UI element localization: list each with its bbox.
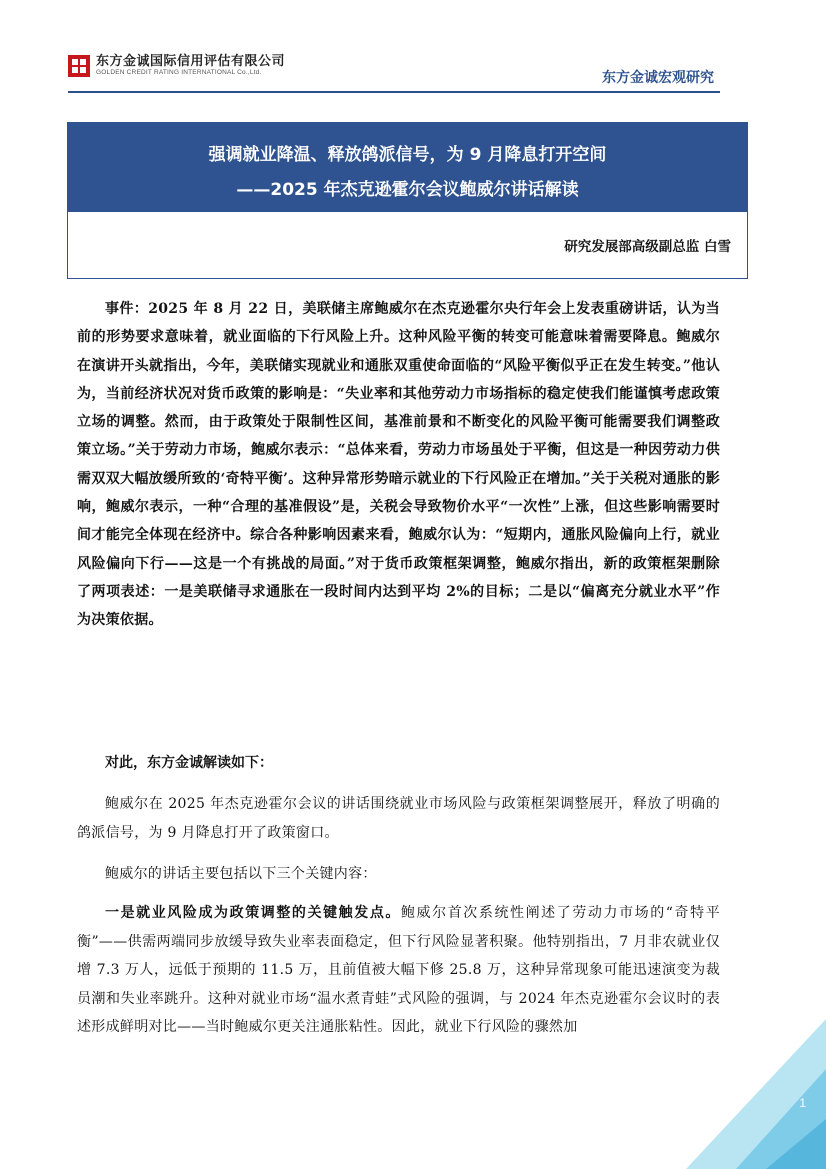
interpretation-heading: 对此，东方金诚解读如下：	[105, 755, 273, 771]
body-paragraph-2: 鲍威尔的讲话主要包括以下三个关键内容：	[105, 866, 377, 882]
report-subtitle: ——2025 年杰克逊霍尔会议鲍威尔讲话解读	[236, 180, 579, 200]
key-point-1-heading: 一是就业风险成为政策调整的关键触发点。	[105, 905, 401, 921]
author-line: 研究发展部高级副总监 白雪	[564, 239, 731, 255]
header-divider	[68, 91, 720, 93]
body-paragraph-3	[77, 899, 720, 1042]
key-point-1-text: 鲍威尔首次系统性阐述了劳动力市场的“奇特平衡”——供需两端同步放缓导致失业率表面稳定，但下行风险显著积聚。他特别指出，7 月非农就业仅增 7.3 万人，远低于预期的 11.5 万，且前值被大幅下修 25.8 万，这种异常现象可能迅速演变为裁员潮和失业率跳升。这种对就业市场“温水煮青蛙”式风险的强调，与 2024 年杰克逊霍尔会议时的表述形成鲜明对比——当时鲍威尔更关注通胀粘性。因此，就业下行风险的骤然加	[77, 905, 720, 1035]
company-logo	[68, 54, 285, 77]
body-paragraph-1: 鲍威尔在 2025 年杰克逊霍尔会议的讲话围绕就业市场风险与政策框架调整展开，释放了明确的鸽派信号，为 9 月降息打开了政策窗口。	[77, 796, 720, 841]
page-number: 1	[799, 1096, 806, 1110]
corner-decoration	[646, 1009, 826, 1169]
report-title: 强调就业降温、释放鸽派信号，为 9 月降息打开空间	[208, 145, 607, 165]
series-label: 东方金诚宏观研究	[602, 70, 714, 86]
company-name-cn: 东方金诚国际信用评估有限公司	[96, 54, 286, 69]
company-logo-icon	[68, 55, 90, 77]
page-header	[0, 0, 826, 100]
title-band	[68, 123, 747, 212]
title-box	[67, 122, 748, 279]
event-paragraph: 事件：2025 年 8 月 22 日，美联储主席鲍威尔在杰克逊霍尔央行年会上发表重磅讲话，认为当前的形势要求意味着，就业面临的下行风险上升。这种风险平衡的转变可能意味着需要降息。鲍威尔在演讲开头就指出，今年，美联储实现就业和通胀双重使命面临的“风险平衡似乎正在发生转变。”他认为，当前经济状况对货币政策的影响是：“失业率和其他劳动力市场指标的稳定使我们能谨慎考虑政策立场的调整。然而，由于政策处于限制性区间，基准前景和不断变化的风险平衡可能需要我们调整政策立场。”关于劳动力市场，鲍威尔表示：“总体来看，劳动力市场虽处于平衡，但这是一种因劳动力供需双双大幅放缓所致的‘奇特平衡’。这种异常形势暗示就业的下行风险正在增加。”关于关税对通胀的影响，鲍威尔表示，一种“合理的基准假设”是，关税会导致物价水平“一次性”上涨，但这些影响需要时间才能完全体现在经济中。综合各种影响因素来看，鲍威尔认为：“短期内，通胀风险偏向上行，就业风险偏向下行——这是一个有挑战的局面。”对于货币政策框架调整，鲍威尔指出，新的政策框架删除了两项表述：一是美联储寻求通胀在一段时间内达到平均 2%的目标；二是以“偏离充分就业水平”作为决策依据。	[77, 301, 720, 629]
company-name-en: GOLDEN CREDIT RATING INTERNATIONAL Co.,Ltd.	[96, 69, 262, 76]
